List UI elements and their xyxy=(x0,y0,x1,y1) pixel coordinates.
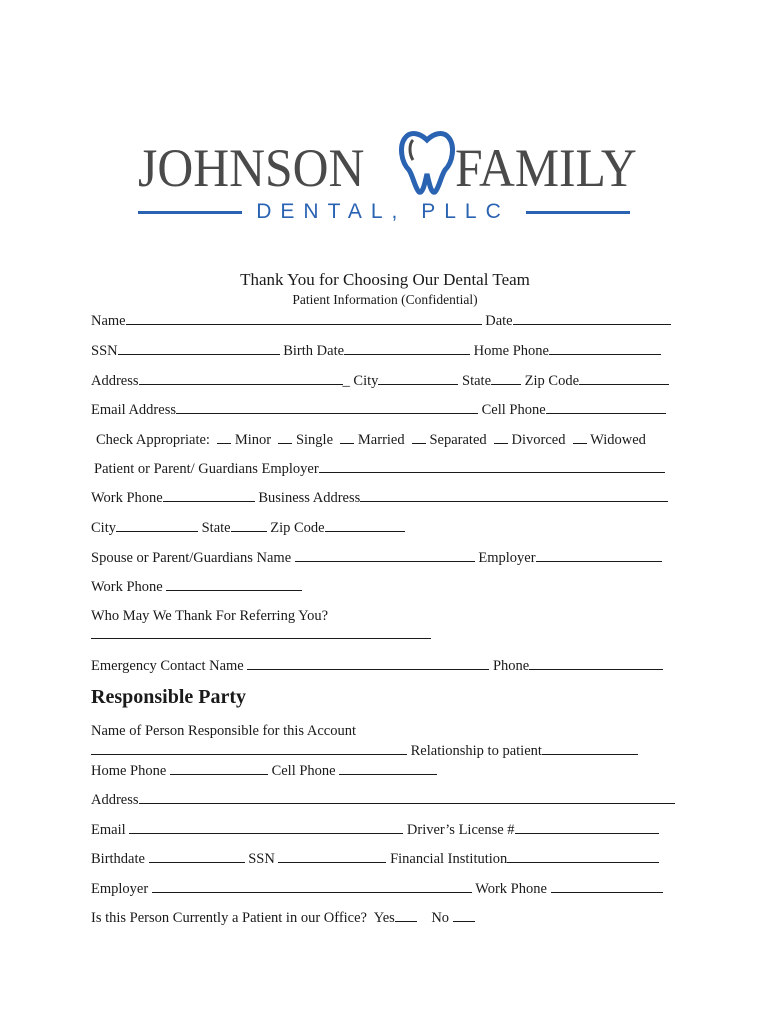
date-label: Date xyxy=(485,313,513,329)
row-responsible-employer xyxy=(91,879,663,898)
responsible-ssn-label: SSN xyxy=(248,851,275,867)
row-address xyxy=(91,371,669,390)
current-patient-label: Is this Person Currently a Patient in our Office? xyxy=(91,910,367,926)
emergency-contact-label: Emergency Contact Name xyxy=(91,658,244,674)
business-zip-label: Zip Code xyxy=(270,520,325,536)
name-field[interactable] xyxy=(126,311,482,325)
ssn-field[interactable] xyxy=(118,341,280,355)
row-referral-line xyxy=(91,625,431,644)
business-city-label: City xyxy=(91,520,116,536)
row-responsible-address xyxy=(91,790,675,809)
row-relationship xyxy=(91,741,638,760)
responsible-work-phone-field[interactable] xyxy=(551,879,663,893)
responsible-birthdate-field[interactable] xyxy=(149,849,245,863)
responsible-employer-field[interactable] xyxy=(152,879,472,893)
business-address-field[interactable] xyxy=(360,488,668,502)
cell-phone-field[interactable] xyxy=(546,400,666,414)
financial-institution-label: Financial Institution xyxy=(390,851,508,867)
zip-label: Zip Code xyxy=(524,373,580,389)
row-ssn xyxy=(91,341,661,360)
logo-tagline: DENTAL, PLLC xyxy=(256,200,510,223)
business-city-field[interactable] xyxy=(116,518,198,532)
date-field[interactable] xyxy=(513,311,671,325)
address-separator: _ xyxy=(342,373,350,389)
responsible-cell-phone-label: Cell Phone xyxy=(271,763,336,779)
status-checkbox-single[interactable] xyxy=(278,430,292,444)
no-field[interactable] xyxy=(453,908,475,922)
address-field[interactable] xyxy=(139,371,343,385)
home-phone-label: Home Phone xyxy=(473,343,549,359)
financial-institution-field[interactable] xyxy=(507,849,659,863)
city-field[interactable] xyxy=(378,371,458,385)
employer-label: Patient or Parent/ Guardians Employer xyxy=(94,461,319,477)
row-current-patient xyxy=(91,908,475,927)
address-label: Address xyxy=(91,373,139,389)
responsible-address-field[interactable] xyxy=(139,790,675,804)
email-label: Email Address xyxy=(91,402,176,418)
responsible-cell-phone-field[interactable] xyxy=(339,761,437,775)
responsible-employer-label: Employer xyxy=(91,881,149,897)
row-referral xyxy=(91,607,328,625)
row-responsible-email xyxy=(91,820,659,839)
work-phone-label: Work Phone xyxy=(91,490,163,506)
logo-rule-right xyxy=(526,211,630,214)
spouse-field[interactable] xyxy=(295,548,475,562)
cell-phone-label: Cell Phone xyxy=(481,402,546,418)
status-option-minor: Minor xyxy=(234,432,272,448)
spouse-work-phone-field[interactable] xyxy=(166,577,302,591)
row-work xyxy=(91,488,668,507)
city-label: City xyxy=(353,373,379,389)
yes-label: Yes xyxy=(373,910,395,926)
check-appropriate-label: Check Appropriate: xyxy=(96,432,210,448)
business-state-label: State xyxy=(201,520,231,536)
birth-date-field[interactable] xyxy=(344,341,470,355)
logo-word-johnson: JOHNSON xyxy=(138,138,365,198)
row-email xyxy=(91,400,666,419)
company-logo xyxy=(130,118,640,228)
status-checkbox-divorced[interactable] xyxy=(494,430,508,444)
spouse-employer-field[interactable] xyxy=(536,548,662,562)
responsible-work-phone-label: Work Phone xyxy=(475,881,547,897)
row-business-city xyxy=(91,518,405,537)
license-label: Driver’s License # xyxy=(406,822,515,838)
business-address-label: Business Address xyxy=(258,490,361,506)
responsible-home-phone-label: Home Phone xyxy=(91,763,167,779)
responsible-home-phone-field[interactable] xyxy=(170,761,268,775)
status-checkbox-widowed[interactable] xyxy=(573,430,587,444)
row-spouse xyxy=(91,548,662,567)
spouse-employer-label: Employer xyxy=(478,550,536,566)
status-checkbox-separated[interactable] xyxy=(412,430,426,444)
row-responsible-birthdate xyxy=(91,849,659,868)
responsible-ssn-field[interactable] xyxy=(278,849,386,863)
email-field[interactable] xyxy=(176,400,478,414)
responsible-party-heading: Responsible Party xyxy=(91,686,246,708)
emergency-phone-label: Phone xyxy=(492,658,530,674)
responsible-birthdate-label: Birthdate xyxy=(91,851,145,867)
row-spouse-work xyxy=(91,577,302,596)
responsible-email-field[interactable] xyxy=(129,820,403,834)
spouse-work-phone-label: Work Phone xyxy=(91,579,163,595)
status-option-separated: Separated xyxy=(429,432,487,448)
logo-word-family: FAMILY xyxy=(455,138,637,198)
responsible-address-label: Address xyxy=(91,792,139,808)
tooth-icon xyxy=(395,124,457,196)
form-title: Thank You for Choosing Our Dental Team xyxy=(240,270,530,289)
spouse-label: Spouse or Parent/Guardians Name xyxy=(91,550,292,566)
relationship-field[interactable] xyxy=(542,741,638,755)
responsible-person-label: Name of Person Responsible for this Account xyxy=(91,723,356,739)
responsible-person-field[interactable] xyxy=(91,741,407,755)
referral-label: Who May We Thank For Referring You? xyxy=(91,608,329,624)
logo-rule-left xyxy=(138,211,242,214)
responsible-email-label: Email xyxy=(91,822,126,838)
status-checkbox-married[interactable] xyxy=(340,430,354,444)
zip-field[interactable] xyxy=(579,371,669,385)
license-field[interactable] xyxy=(515,820,659,834)
emergency-contact-field[interactable] xyxy=(247,656,489,670)
status-option-divorced: Divorced xyxy=(511,432,566,448)
row-emergency xyxy=(91,656,663,675)
row-name-date xyxy=(91,311,671,330)
state-field[interactable] xyxy=(491,371,521,385)
work-phone-field[interactable] xyxy=(163,488,255,502)
relationship-label: Relationship to patient xyxy=(410,743,542,759)
ssn-label: SSN xyxy=(91,343,118,359)
status-option-married: Married xyxy=(357,432,405,448)
referral-field[interactable] xyxy=(91,625,431,639)
row-responsible-phones xyxy=(91,761,437,780)
row-status xyxy=(96,430,646,449)
name-label: Name xyxy=(91,313,126,329)
row-responsible-person xyxy=(91,722,356,740)
business-zip-field[interactable] xyxy=(325,518,405,532)
form-subtitle: Patient Information (Confidential) xyxy=(292,292,478,307)
state-label: State xyxy=(462,373,492,389)
no-label: No xyxy=(431,910,450,926)
row-employer xyxy=(94,459,665,478)
status-option-widowed: Widowed xyxy=(590,432,646,448)
status-option-single: Single xyxy=(295,432,334,448)
home-phone-field[interactable] xyxy=(549,341,661,355)
employer-field[interactable] xyxy=(319,459,665,473)
emergency-phone-field[interactable] xyxy=(529,656,663,670)
yes-field[interactable] xyxy=(395,908,417,922)
business-state-field[interactable] xyxy=(231,518,267,532)
birth-date-label: Birth Date xyxy=(283,343,345,359)
status-checkbox-minor[interactable] xyxy=(217,430,231,444)
